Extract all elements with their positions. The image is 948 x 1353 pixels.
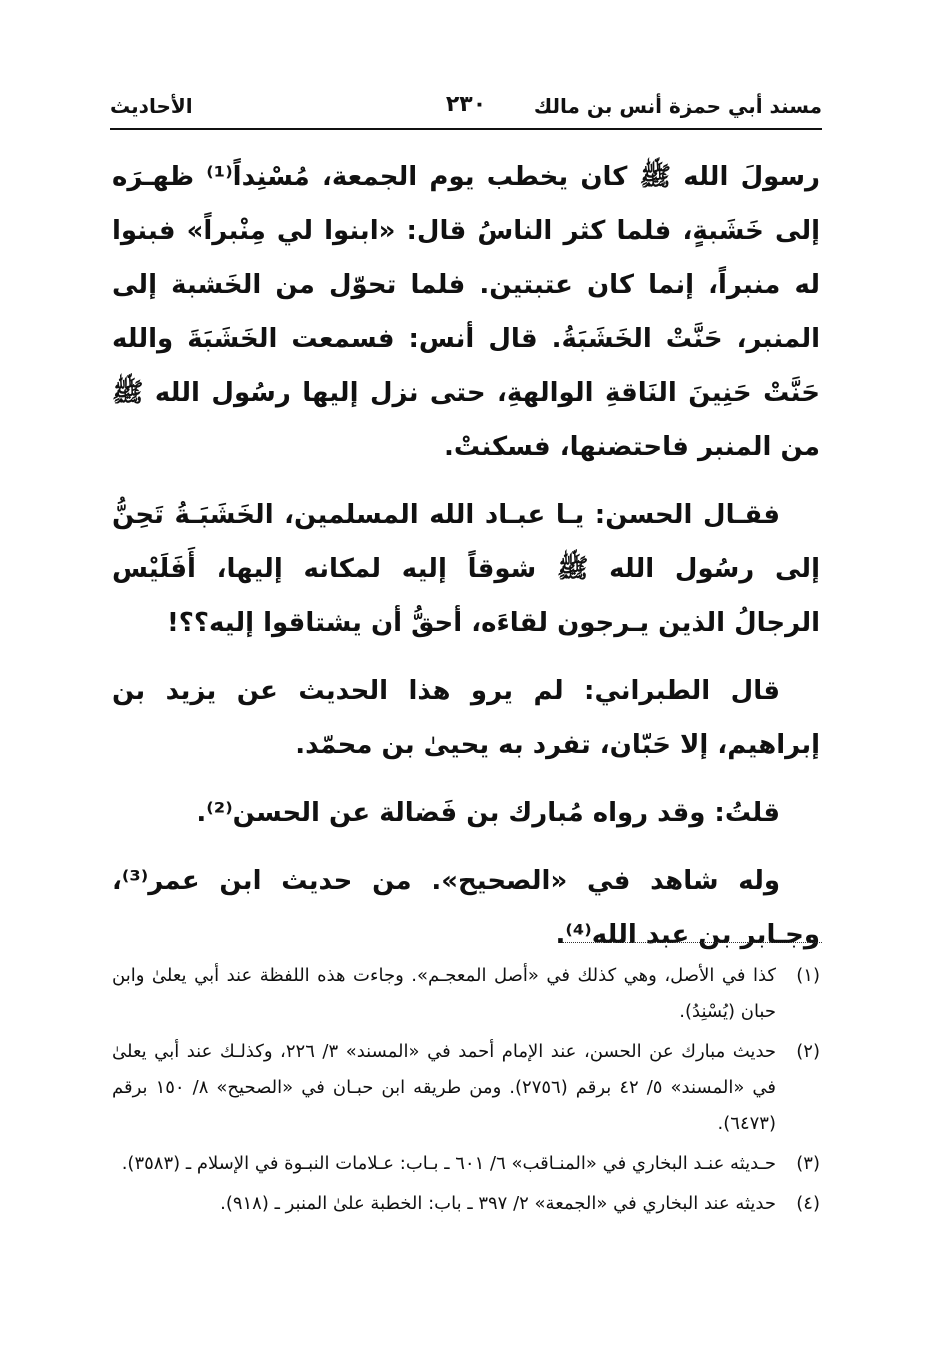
header-rule bbox=[110, 128, 822, 130]
footnote-number: (٢) bbox=[796, 1041, 820, 1062]
paragraph-tabarani: قال الطبراني: لم يرو هذا الحديث عن يزيد بن إبراهيم، إلا حَبّان، تفرد به يحيىٰ بن محمّد. bbox=[112, 676, 820, 760]
footnote-item bbox=[112, 1034, 820, 1142]
running-header bbox=[110, 88, 822, 124]
footnote-item bbox=[112, 1186, 820, 1222]
main-text bbox=[112, 150, 820, 962]
paragraph-qultu: قلتُ: وقد رواه مُبارك بن فَضالة عن الحسن⁽²⁾. bbox=[196, 798, 780, 828]
footnote-item bbox=[112, 958, 820, 1030]
paragraph-hadith: رسولَ الله ﷺ كان يخطب يوم الجمعة، مُسْنِداً⁽¹⁾ ظهـرَه إلى خَشَبةٍ، فلما كثر الناسُ قال: «ابنوا لي مِنْبراً» فبنوا له منبراً، إنما كان عتبتين. فلما تحوّل من الخَشبة إلى المنبر، حَنَّتْ الخَشَبَةُ. قال أنس: فسمعت الخَشَبَةَ والله حَنَّتْ حَنِينَ النَاقةِ الوالهةِ، حتى نزل إليها رسُول الله ﷺ من المنبر فاحتضنها، فسكنتْ. bbox=[112, 162, 820, 462]
footnotes bbox=[112, 958, 820, 1226]
footnote-text: حديث مبارك عن الحسن، عند الإمام أحمد في «المسند» ٣/ ٢٢٦، وكذلـك عند أبي يعلىٰ في «المسند» ٥/ ٤٢ برقم (٢٧٥٦). ومن طريقه ابن حبـان في «الصحيح» ٨/ ١٥٠ برقم (٦٤٧٣). bbox=[112, 1041, 777, 1134]
paragraph-hasan: فقـال الحسن: يـا عبـاد الله المسلمين، الخَشَبَـةُ تَحِنُّ إلى رسُول الله ﷺ شوقاً إليه لمكانه إليها، أَفَلَيْس الرجالُ الذين يـرجون لقاءَه، أحقُّ أن يشتاقوا إليه؟؟! bbox=[112, 500, 820, 638]
book-title: مسند أبي حمزة أنس بن مالك bbox=[533, 94, 822, 118]
footnote-text: كذا في الأصل، وهي كذلك في «أصل المعجـم». وجاءت هذه اللفظة عند أبي يعلىٰ وابن حبان (يُسْنِدُ). bbox=[112, 965, 776, 1022]
footnote-item bbox=[112, 1146, 820, 1182]
footnote-number: (٤) bbox=[796, 1193, 820, 1214]
section-title: الأحاديث bbox=[110, 94, 193, 118]
footnote-text: حـديثه عنـد البخاري في «المنـاقب» ٦/ ٦٠١ ـ بـاب: عـلامات النبـوة في الإسلام ـ (٣٥٨٣). bbox=[121, 1153, 776, 1174]
paragraph-shahid: وله شاهد في «الصحيح». من حديث ابن عمر⁽³⁾، وجـابر بن عبد الله⁽⁴⁾. bbox=[112, 866, 820, 950]
footnote-text: حديثه عند البخاري في «الجمعة» ٢/ ٣٩٧ ـ باب: الخطبة علىٰ المنبر ـ (٩١٨). bbox=[220, 1193, 776, 1214]
footnote-number: (٣) bbox=[796, 1153, 820, 1174]
footnote-number: (١) bbox=[796, 965, 820, 986]
footnote-rule bbox=[562, 942, 822, 943]
page-number: ٢٣٠ bbox=[445, 92, 487, 117]
